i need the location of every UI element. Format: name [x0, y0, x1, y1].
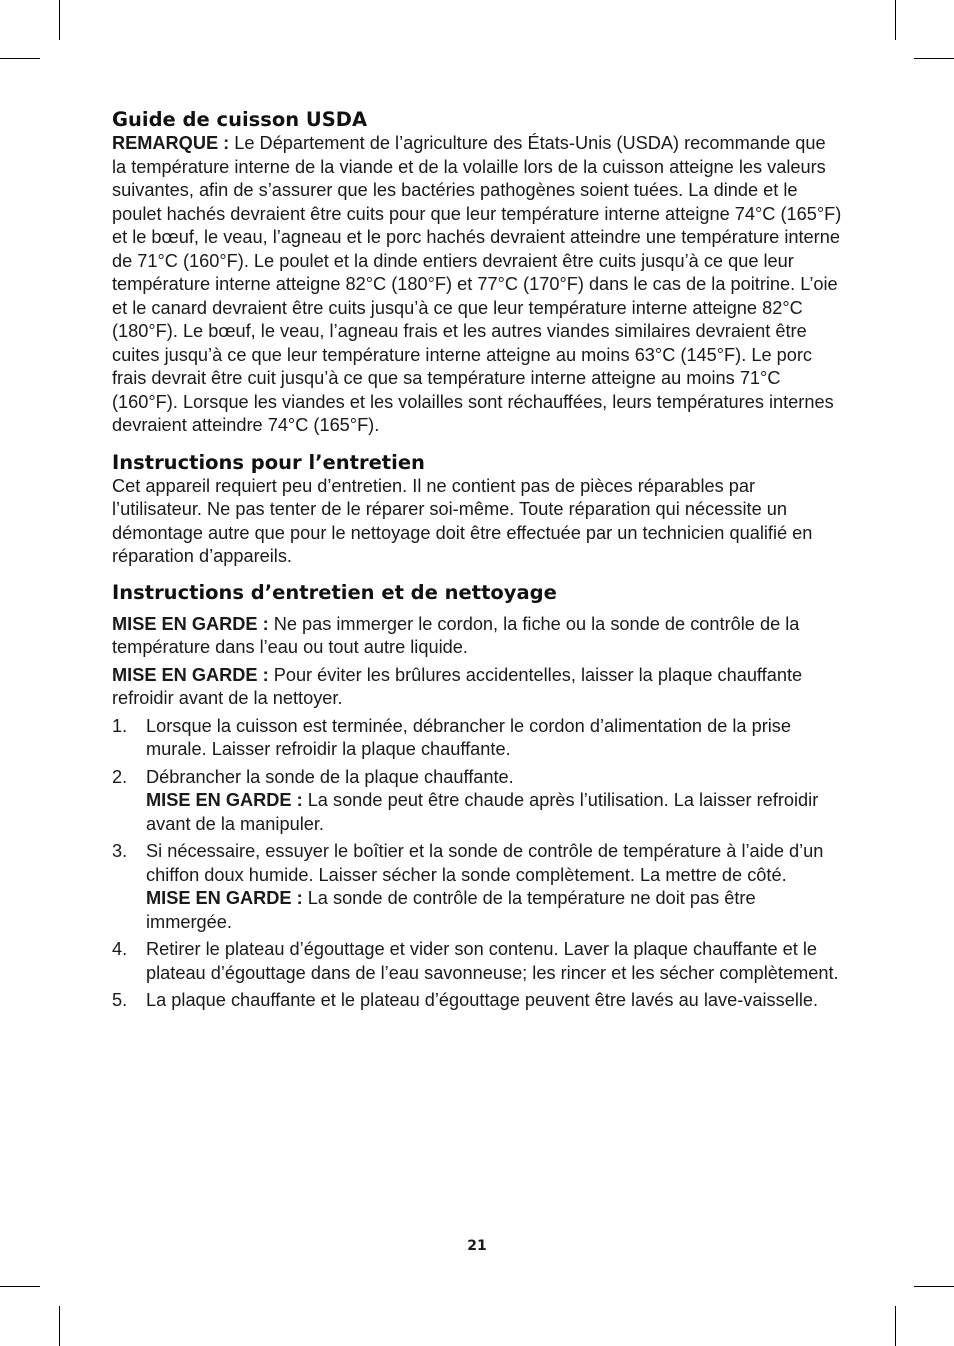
cleaning-heading: Instructions d’entretien et de nettoyage: [112, 580, 557, 604]
crop-mark: [895, 0, 896, 40]
page-number: 21: [467, 1238, 487, 1254]
crop-mark: [59, 1306, 60, 1346]
list-item: [112, 938, 844, 985]
caution-label: MISE EN GARDE :: [146, 790, 303, 810]
crop-mark: [0, 58, 40, 59]
list-item: [112, 840, 844, 934]
step-number: 2.: [112, 766, 128, 787]
cleaning-steps-list: [112, 715, 844, 1013]
usda-guide-heading: Guide de cuisson USDA: [112, 108, 368, 131]
crop-mark: [914, 1286, 954, 1287]
caution-text: La sonde de contrôle de la température ne doit pas être immergée.: [146, 888, 756, 932]
note-label: REMARQUE :: [112, 133, 230, 153]
step-text: Lorsque la cuisson est terminée, débrancher le cordon d’alimentation de la prise murale. Laisser refroidir la plaque chauffante.: [146, 715, 792, 759]
list-item: [112, 715, 844, 762]
maintenance-heading: Instructions pour l’entretien: [112, 450, 425, 474]
caution-label: MISE EN GARDE :: [112, 664, 269, 685]
caution-text: Ne pas immerger le cordon, la fiche ou la sonde de contrôle de la température dans l’eau ou tout autre liquide.: [112, 613, 800, 657]
maintenance-paragraph: Cet appareil requiert peu d’entretien. Il ne contient pas de pièces réparables par l’utilisateur. Ne pas tenter de le réparer soi-même. Toute réparation qui nécessite un démontage autre que pour le nettoyage doit être effectuée par un technicien qualifié en réparation d’appareils.: [112, 475, 813, 566]
step-text: Retirer le plateau d’égouttage et vider son contenu. Laver la plaque chauffante et le plateau d’égouttage dans de l’eau savonneuse; les rincer et les sécher complètement.: [146, 939, 839, 983]
step-number: 4.: [112, 939, 128, 959]
step-caution: [146, 789, 844, 836]
note-text: Le Département de l’agriculture des États-Unis (USDA) recommande que la température interne de la viande et de la volaille lors de la cuisson atteigne les valeurs suivantes, afin de s’assurer que les bactéries pathogènes soient tuées. La dinde et le poulet hachés devraient être cuits pour que leur température interne atteigne 74°C (165°F) et le bœuf, le veau, l’agneau et le porc hachés devraient atteindre une température interne de 71°C (160°F). Le poulet et la dinde entiers devraient être cuits jusqu’à ce que leur température interne atteigne 82°C (180°F) et 77°C (170°F) dans le cas de la poitrine. L’oie et le canard devraient être cuits jusqu’à ce que leur température interne atteigne 82°C (180°F). Le bœuf, le veau, l’agneau frais et les autres viandes similaires devraient être cuites jusqu’à ce que leur température interne atteigne au moins 63°C (145°F). Le porc frais devrait être cuit jusqu’à ce que sa température interne atteigne au moins 71°C (160°F). Lorsque les viandes et les volailles sont réchauffées, leurs températures internes devraient atteindre 74°C (165°F).: [112, 133, 842, 435]
list-item: [112, 989, 844, 1013]
step-number: 1.: [112, 715, 128, 736]
caution-text: Pour éviter les brûlures accidentelles, laisser la plaque chauffante refroidir avant de la nettoyer.: [112, 664, 803, 708]
crop-mark: [914, 58, 954, 59]
list-item: [112, 766, 844, 837]
crop-mark: [59, 0, 60, 40]
crop-mark: [895, 1306, 896, 1346]
crop-mark: [0, 1286, 40, 1287]
usda-note-paragraph: [112, 132, 844, 438]
step-number: 3.: [112, 841, 128, 861]
caution-label: MISE EN GARDE :: [146, 888, 303, 908]
step-text: Si nécessaire, essuyer le boîtier et la sonde de contrôle de température à l’aide d’un chiffon doux humide. Laisser sécher la sonde complètement. La mettre de côté.: [146, 841, 824, 885]
caution-paragraph: [112, 613, 844, 660]
page-content: [112, 108, 844, 1017]
caution-paragraph: [112, 664, 844, 711]
caution-text: La sonde peut être chaude après l’utilisation. La laisser refroidir avant de la manipuler.: [146, 790, 819, 834]
step-caution: [146, 887, 844, 934]
step-text: Débrancher la sonde de la plaque chauffante.: [146, 766, 514, 787]
step-text: La plaque chauffante et le plateau d’égouttage peuvent être lavés au lave-vaisselle.: [146, 990, 819, 1010]
caution-label: MISE EN GARDE :: [112, 613, 269, 634]
step-number: 5.: [112, 990, 128, 1010]
